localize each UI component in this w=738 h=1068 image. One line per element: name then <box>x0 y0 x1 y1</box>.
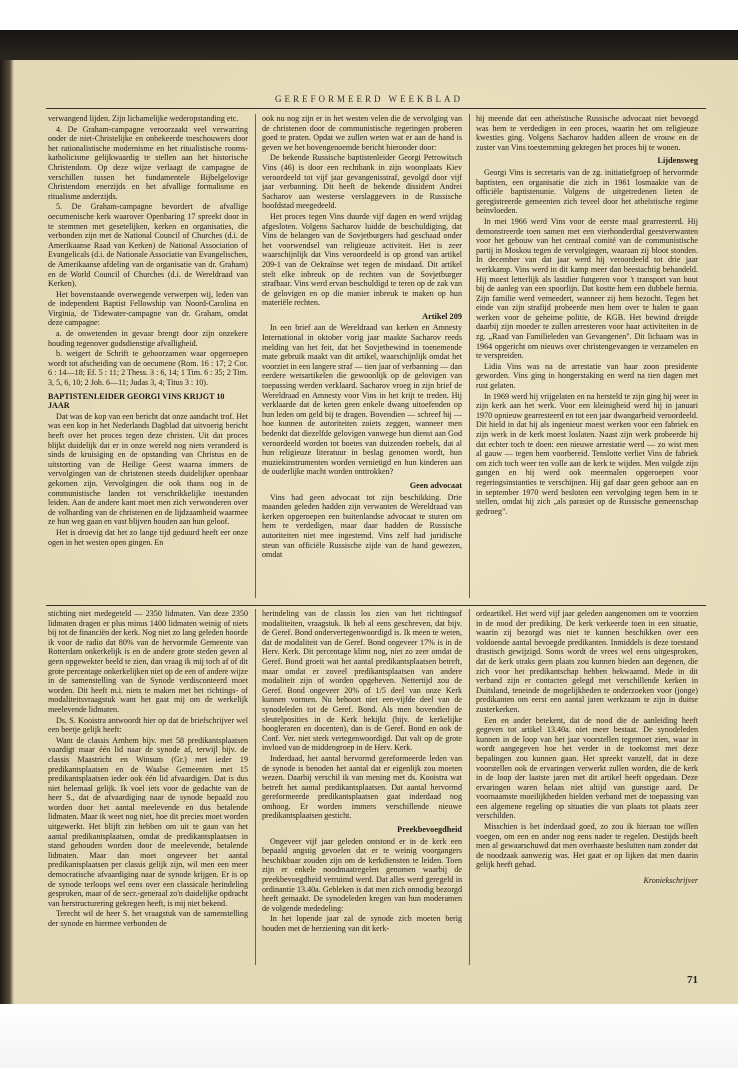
paragraph: Het is droevig dat het zo lange tijd geduurd heeft eer onze ogen in het westen open gingen. En <box>48 527 248 547</box>
upper-column-2 <box>262 114 462 602</box>
magazine-page <box>0 60 738 1004</box>
section-subheading: Lijdensweg <box>657 156 698 166</box>
paragraph: Ongeveer vijf jaar geleden ontstond er in de kerk een bepaald angstig gevoelen dat er te weinig voorgangers beschikbaar zouden zijn om de kerkdiensten te leiden. Toen zijn er enkele noodmaatregelen genomen waarbij de preekbevoegdheid verruimd werd. Dat alles werd geregeld in ordinantie 13.40a. Gebleken is dat men zich onnodig bezorgd heeft gemaakt. De synodeleden kregen van hun moderamen de volgende mededeling: <box>262 836 462 913</box>
paragraph: De bekende Russische baptistenleider Georgi Petrowitsch Vins (46) is door een rechtbank in zijn woonplaats Kiev veroordeeld tot vijf jaar gevangenisstraf, gevolgd door vijf jaar verbanning. Dit heeft de bekende dissident Andrei Sacharov aan westerse verslaggevers in de Russische hoofdstad meegedeeld. <box>262 153 462 211</box>
scan-dark-band <box>0 30 738 60</box>
lower-column-3 <box>476 609 698 969</box>
section-subheading: Artikel 209 <box>422 311 462 321</box>
lower-column-2 <box>262 609 462 969</box>
running-title: GEREFORMEERD WEEKBLAD <box>274 94 464 104</box>
header-rule <box>46 108 706 109</box>
paragraph: verwangend lijden. Zijn lichamelijke wederopstanding etc. <box>48 114 239 123</box>
section-subheading: Preekbevoegdheid <box>397 825 462 835</box>
author-signature: Kroniekschrijver <box>643 876 698 886</box>
scan-margin-top <box>0 0 738 28</box>
paragraph: In 1969 werd hij vrijgelaten en na hersteld te zijn ging hij weer in zijn kerk aan het werk. Voor een kleinigheid werd hij in januari 1970 opnieuw gearresteerd en tot een jaar dwangarbeid veroordeeld. Dit hield in dat hij als ingenieur moest werken voor een fabriek en zijn werk in de kerk moest loslaten. Naast zijn werk probeerde hij dat echter toch te doen: een nieuwe arrestatie werd — zo wist men al gauw — tegen hem voorbereid. Tenslotte verliet Vins de fabriek om zich toch weer ten volle aan de kerk te wijden. Men volgde zijn gangen en hij werd ook meermalen opgeroepen voor regeringsinstanties te verschijnen. Hij gaf daar geen gehoor aan en in september 1970 werd besloten een vervolging tegen hem in te stellen, omdat hij zich „als parasiet op de Russische gemeenschap gedroeg". <box>476 391 698 516</box>
column-divider <box>469 609 470 965</box>
paragraph: Een en ander betekent, dat de nood die de aanleiding heeft gegeven tot artikel 13.40a. niet meer bestaat. De synodeleden kunnen in de loop van het jaar voorstellen tegemoet zien, waar in wordt aangegeven hoe het verder in de toekomst met deze bepalingen zou kunnen gaan. Het spreekt vanzelf, dat in deze voorstellen ook de ervaringen verwerkt zullen worden, die de kerk in de loop der laatste jaren met dit artikel heeft opgedaan. Deze ervaringen waren helaas niet altijd van gunstige aard. De voornaamste moeilijkheden hielden verband met de toepassing van een algemene regeling op situaties die van plaats tot plaats zeer verschilden. <box>476 715 698 821</box>
paragraph: In het lopende jaar zal de synode zich moeten berig houden met de herziening van dit kerk- <box>262 914 462 933</box>
paragraph: stichting niet medegeteld — 2350 lidmaten. Van deze 2350 lidmaten dragen er plus minus 1400 lidmaten weinig of niets bij tot de financiën der kerk. Nog niet zo lang geleden hoorde ik voor de radio dat 80% van de hervormde Gemeente van Rotterdam onkerkelijk is en de andere grote steden geven al geen opgewekter beeld te zien, dan vraag ik mij toch af of dit grote percentage onkerkelijken niet op de een of andere wijze in de samenstelling van de Synode verdisconteerd moet worden. Dit heeft m.i. niets te maken met het richtings- of modaliteitsvraagstuk want het gaat mij om de werkelijk meelevende lidmaten. <box>48 609 248 714</box>
scan-margin-bottom <box>0 1004 738 1068</box>
paragraph: 4. De Graham-campagne veroorzaakt veel verwarring onder de niet-Christelijke en onbekeerde toeschouwers door het rationalistische modernisme en het ritualistische rooms-katholicisme gelijkwaardig te stellen aan het historische Christendom. Op deze wijze verlaagt de campagne de verschillen tussen het fundamentele Bijbelgelovige Christendom enerzijds en het afvallige formalisme en ritualisme anderzijds. <box>48 124 248 201</box>
paragraph: Ds. S. Kooistra antwoordt hier op dat de briefschrijver wel een beetje gelijk heeft: <box>48 715 248 735</box>
column-divider <box>255 114 256 598</box>
page-number: 71 <box>687 974 698 986</box>
paragraph: hij meende dat een atheïstische Russische advocaat niet bevoegd was hem te verdedigen in een proces, waarin het om religieuze kwesties ging. Volgens Sacharov hadden alleen de vrouw en de zuster van Vins toestemming gekregen het proces bij te wonen. <box>476 114 698 152</box>
column-divider <box>255 609 256 965</box>
paragraph: Inderdaad, het aantal hervormd gereformeerde leden van de synode is benoden het aantal dat er eigenlijk zou moeten wezen. Daarbij verschil ik van mening met ds. Kooistra wat betreft het aantal predikantsplaatsen. Dat aantal hervormd gereformeerde predikantsplaatsen gaat inderdaad nog omhoog. Er worden immers verschillende nieuwe predikantsplaatsen gesticht. <box>262 753 462 821</box>
paragraph: In mei 1966 werd Vins voor de eerste maal gearresteerd. Hij demonstreerde toen samen met een vierhonderdtal geestverwanten voor het gebouw van het centraal comité van de communistische partij in Moskou tegen de vervolgingen, waaraan zij bloot stonden. In december van dat jaar werd hij veroordeeld tot drie jaar werkkamp. Vins werd in dit kamp meer dan beestachtig behandeld. Hij moest letterlijk als lastdier fungeren voor 't transport van bout bij de aanleg van een spoorlijn. Dat kostte hem een dubbele hernia. Zijn familie werd verneedert, wanneer zij hem bezocht. Tegen het einde van zijn strafijd probeerde men hem over te halen te gaan werken voor de geheime politie, de KGB. Het bewind dreigde daarbij zijn moeder te zullen arresteren voor haar activiteiten in de zg. „Raad van Familieleden van Gevangenen". Dit lichaam was in 1964 opgericht om nieuws over christengevangen te verzamelen en te verspreiden. <box>476 216 698 361</box>
paragraph: ordeartikel. Het werd vijf jaar geleden aangenomen om te voorzien in de nood der prediking. De kerk verkeerde toen in een situatie, waarin zij bezorgd was niet te kunnen beschikken over een voldoende aantal bevoegde predikanten. Inmiddels is deze toestand drastisch gewijzigd. Soms wordt de vrees wel eens uitgesproken, dat de kerk straks geen plaats zou kunnen bieden aan degenen, die zich voor het predikantschap hebben bekwaamd. Mede in dit verband zijn er contacten gelegd met verschillende kerken in Duitsland, teneinde de mogelijkheden te onderzoeken voor (jonge) predikanten om eerst een aantal jaren werkzaam te zijn in duitse zusterkerken. <box>476 609 698 714</box>
paragraph: Georgi Vins is secretaris van de zg. initiatiefgroep of hervormde baptisten, een organisatie die zich in 1961 losmaakte van de officiële baptistenunie. Volgens de uitgetredenen lieten de geregistreerde gemeenten zich teveel door het atheïstische regime beïnvloeden. <box>476 167 698 216</box>
paragraph: Vins had geen advocaat tot zijn beschikking. Drie maanden geleden hadden zijn verwanten de Wereldraad van kerken opgeroepen een buitenlandse advocaat te sturen om hem te verdedigen, maar daar hadden de Russische autoriteiten niet mee ingestemd. Vins zelf had juridische steun van officiële Russische zijde van de hand gewezen, omdat <box>262 492 462 560</box>
page-spine-shadow <box>0 60 14 1004</box>
paragraph: ook nu nog zijn er in het westen velen die de vervolging van de christenen door de communistische regeringen proberen goed te praten. Opdat we zullen weten wat er aan de hand is geven we het bovengenoemde bericht hieronder door: <box>262 114 462 152</box>
paragraph: Want de classis Arnhem bijv. met 58 predikantsplaatsen vaardigt maar één lid naar de synode af, terwijl bijv. de classis Maastricht en Winsum (Gr.) met ieder 19 predikantsplaatsen en de Waalse Gemeenten met 15 predikantsplaatsen ieder ook één lid afvaardigen. Dat is dus niet helemaal gelijk. Ik voel iets voor de gedachte van de heer S., dat de afvaardiging naar de synode bepaald zou worden door het aantal meelevende en dus betalende lidmaten. Maar ik weet nog niet, hoe dit precies moet worden uitgewerkt. Het blijft zin hebben om uit te gaan van het aantal predikantsplaatsen, omdat de predikantsplaatsen in stand gehouden worden door de meelevende, betalende lidmaten. Maar dan moet ongeveer het aantal predikantsplaatsen per classis gelijk zijn, wil men een meer democratische afvaardiging naar de synode krijgen. Er is op de synode terloops wel eens over een classicale herindeling gesproken, maar of de secr.-generaal zo'n duidelijke opdracht van herstructurering gekregen heeft, is mij niet bekend. <box>48 735 248 908</box>
paragraph: Dat was de kop van een bericht dat onze aandacht trof. Het was een kop in het Nederlands Dagblad dat uitvoerig bericht heeft over het proces tegen deze christen. Uit dat proces blijkt duidelijk dat er in onze wereld nog niets veranderd is sinds de kruisiging en de opstanding van Christus en de uitstorting van de Heilige Geest waarna immers de vervolgingen van de christenen steeds duidelijker openbaar gekomen zijn. Vervolgingen die ook thans nog in de communistische landen tot verschrikkelijke toestanden leiden. Aan de andere kant moet men zich verwonderen over de volharding van de christenen en de lijdzaamheid waarmee ze hun weg gaan en vast blijven houden aan hun geloof. <box>48 411 248 527</box>
paragraph: Terecht wil de heer S. het vraagstuk van de samenstelling der synode en hiermee verbonden de <box>48 909 248 928</box>
paragraph: In een brief aan de Wereldraad van kerken en Amnesty International in oktober vorig jaar maakte Sacharov reeds melding van het feit, dat het Sovjetbewind in toenemende mate gebruik maakt van dit artikel, waarschijnlijk omdat het voorziet in een langere straf — tien jaar of verbanning — dan eerdere wetsartikelen die gewoonlijk op de gelovigen van toepassing werden verklaard. Sacharov vroeg in zijn brief de Wereldraad en Amnesty voor Vins in het krijt te treden. Hij verklaarde dat de keten geen enkele dwang uitoefenden op hun leden om geld bij te dragen. Bovendien — schreef hij — hoe kunnen de autoriteiten zoiets zeggen, wanneer men bedenkt dat diezelfde gelovigen vanwege hun dienst aan God veroordeeld worden tot boetes van duizenden roebels, dat al hun religieuze literatuur in beslag genomen wordt, hun muziekinstrumenten worden vernietigd en hun kinderen aan de ouderlijke macht worden onttrokken? <box>262 323 462 477</box>
paragraph: Misschien is het inderdaad goed, zo zou ik hieraan toe willen voegen, om een en ander nog eens nader te regelen. Destijds heeft men al gewaarschuwd dat men overhaaste besluiten nam zonder dat de noodzaak aanwezig was. Het gaat er op lijken dat men daarin gelijk heeft gehad. <box>476 822 698 870</box>
section-divider-rule <box>46 605 706 606</box>
upper-column-1 <box>48 114 248 602</box>
lower-column-1 <box>48 609 248 969</box>
paragraph: Lidia Vins was na de arrestatie van haar zoon presidente geworden. Vins ging in hongerstaking en werd na tien dagen met rust gelaten. <box>476 361 698 391</box>
column-divider <box>469 114 470 598</box>
paragraph: a. de onwetenden in gevaar brengt door zijn onzekere houding tegenover godsdienstige afvalligheid. <box>48 329 248 348</box>
paragraph: herindeling van de classis los zien van het richtingsof modaliteiten, vraagstuk. Ik heb al eens geschreven, dat bijv. de Geref. Bond ondervertegenwoordigd is. Ik meen te weten, dat de modaliteit van de Geref. Bond ongeveer 17% is in de Herv. Kerk. Dit percentage klimt nog, niet zo zeer omdat de Geref. Bond groeit wat het aantal predikantsplaatsen betreft, maar omdat er zoveel predikantsplaatsen van andere modaliteit zijn of worden opgeheven. Nettertijd zou de Geref. Bond ongeveer 20% of 1/5 deel van onze Kerk kunnen vormen. Nu behoort niet een-vijfde deel van de synodeleden tot de Geref. Bond. Als men bovendien de sleutelposities in de Kerk bekijkt (bijv. de kerkelijke hoogleraren en docenten), dan is de Geref. Bond en ook de Conf. Ver. niet sterk vertegenwoordigd. Dat valt op de grote invloed van de middengroep in de Herv. Kerk. <box>262 609 462 753</box>
paragraph: b. weigert de Schrift te gehoorzamen waar opgeroepen wordt tot afscheiding van de oecumene (Rom. 16 : 17; 2 Cor. 6 : 14—18; Ef. 5 : 11; 2 Thess. 3 : 6, 14; 1 Tim. 6 : 35; 2 Tim. 3, 5, 6, 10; 2 Joh. 6—11; Judas 3, 4; Titus 3 : 10). <box>48 349 248 388</box>
paragraph: Het proces tegen Vins duurde vijf dagen en werd vrijdag afgesloten. Volgens Sacharov luidde de beschuldiging, dat Vins de belangen van de Sovjetburgers had geschaad onder het voorwendsel van religieuze activiteit. Het is zeer waarschijnlijk dat Vins veroordeeld is op grond van artikel 209-1 van de Oekraïnse wet tegen de misdaad. Dit artikel stelt elke inbreuk op de rechten van de Sovjetburger strafbaar. Vins werd ervan beschuldigd te teren op de zak van de gelovigen en op die manier inbreuk te maken op hun materiële rechten. <box>262 211 462 308</box>
section-subheading: Geen advocaat <box>409 480 462 490</box>
article-heading: BAPTISTENLEIDER GEORGI VINS KRIJGT 10 JAAR <box>48 391 225 411</box>
paragraph: 5. De Graham-campagne bevordert de afvallige oecumenische kerk waarover Openbaring 17 spreekt door in te stemmen met gesetelijken, kerken en organisaties, die verbonden zijn met de National Council of Churches (d.i. de Amerikaanse Raad van Kerken) de National Association of Evangelicals (d.i. de Nationale Associatie van Evangelischen, de Amerikaanse afdeling van de organisatie van dr. Graham) en de World Council of Churches (d.i. de Wereldraad van Kerken). <box>48 202 248 289</box>
paragraph: Het bovenstaande overwegende verwerpen wij, leden van de independent Baptist Fellowship van Noord-Carolina en Virginia, de Tidewater-campagne van dr. Graham, omdat deze campagne: <box>48 289 248 328</box>
upper-column-3 <box>476 114 698 602</box>
